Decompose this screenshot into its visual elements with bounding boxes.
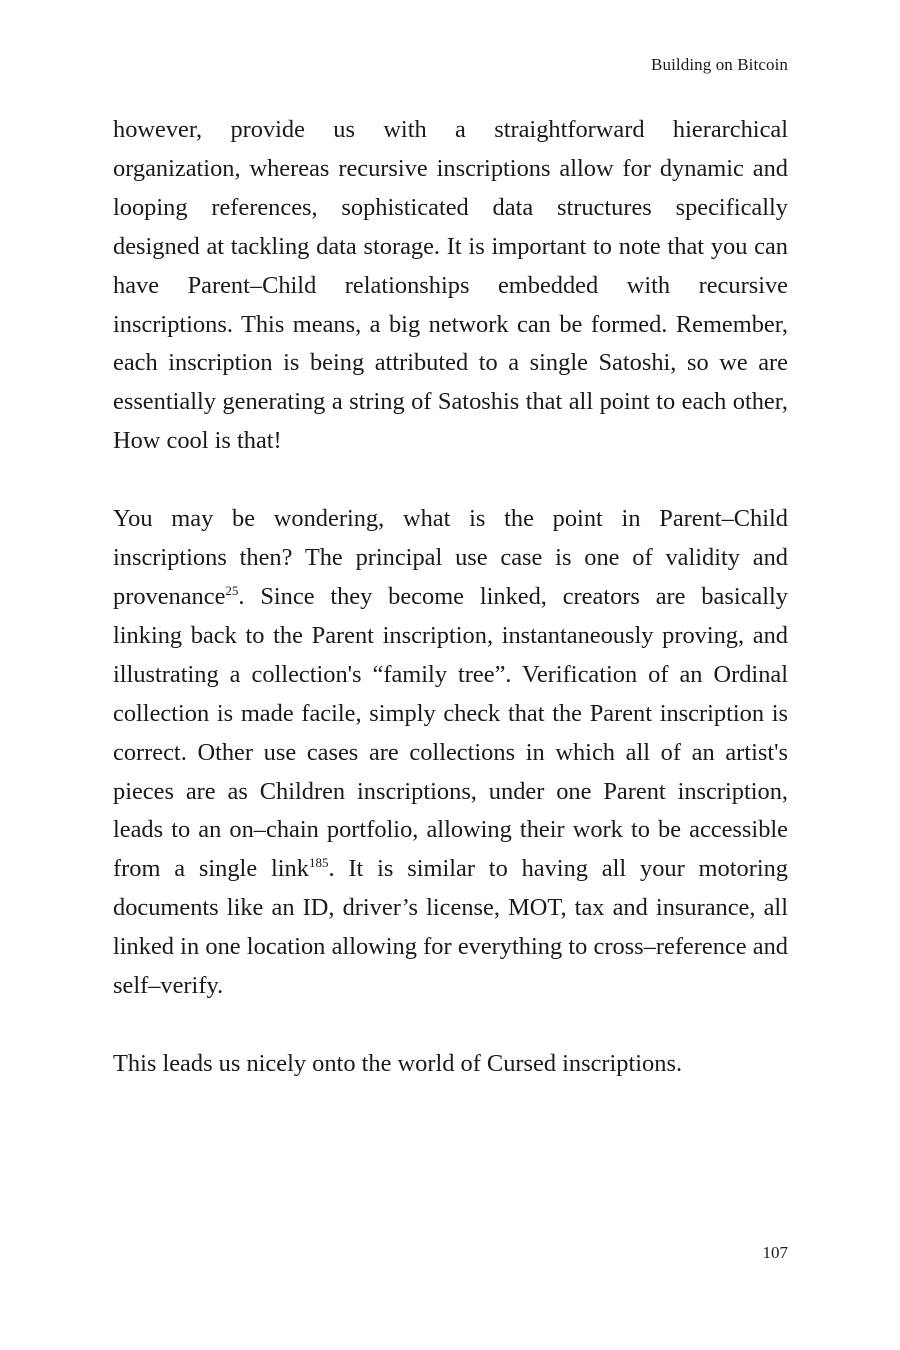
paragraph-1: however, provide us with a straightforward hierarchical organization, whereas recursive inscriptions allow for dynamic and looping references, sophisticated data structures specifically designed at tackling data storage. It is important to note that you can have Parent–Child relationships embedded with recursive inscriptions. This means, a big network can be formed. Remember, each inscription is being attributed to a single Satoshi, so we are essentially generating a string of Satoshis that all point to each other, How cool is that! — [113, 116, 788, 455]
page-number: 107 — [762, 1243, 788, 1262]
running-header: Building on Bitcoin — [651, 55, 788, 74]
body-text — [113, 111, 788, 1123]
paragraph-3: This leads us nicely onto the world of Cursed inscriptions. — [113, 1049, 683, 1077]
paragraph-2-part-c: . It is similar to having all your motoring documents like an ID, driver’s license, MOT, tax and insurance, all linked in one location allowing for everything to cross–reference and self–verify. — [113, 855, 788, 1000]
paragraph-2-part-a: You may be wondering, what is the point in Parent–Child inscriptions then? The principal use case is one of validity and provenance — [113, 505, 788, 610]
paragraph-2 — [113, 500, 788, 1006]
footnote-ref-25[interactable]: 25 — [225, 582, 239, 598]
paragraph-2-part-b: . Since they become linked, creators are basically linking back to the Parent inscription, instantaneously proving, and illustrating a collection's “family tree”. Verification of an Ordinal collection is made facile, simply check that the Parent inscription is correct. Other use cases are collections in which all of an artist's pieces are as Children inscriptions, under one Parent inscription, leads to an on–chain portfolio, allowing their work to be accessible from a single link — [113, 582, 788, 883]
footnote-ref-185[interactable]: 185 — [308, 855, 329, 871]
